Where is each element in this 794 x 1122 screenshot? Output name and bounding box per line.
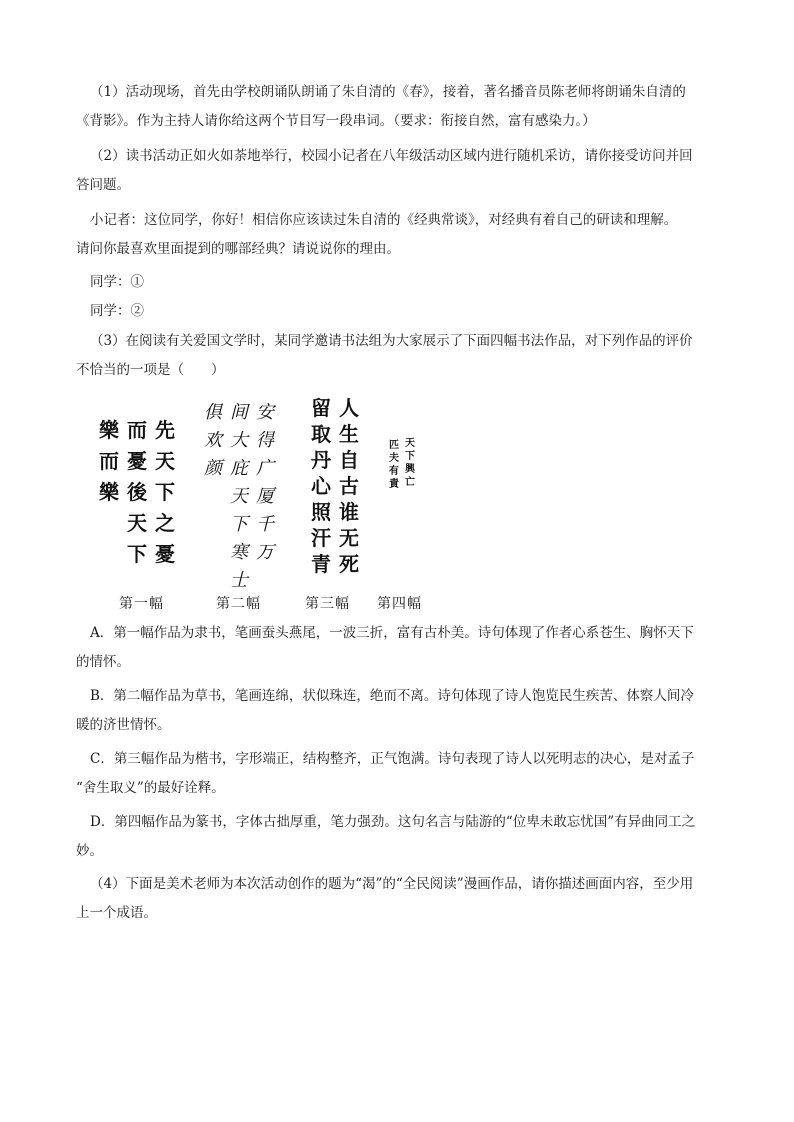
caption-work-4: 第四幅	[377, 596, 422, 612]
q3-text-line2: 不恰当的一项是（ ）	[76, 362, 225, 378]
calligraphy-work-1-column-1: 先天下之憂	[155, 418, 175, 566]
q1-text-line2: 《背影》。作为主持人请你给这两个节目写一段串词。（要求：衔接自然，富有感染力。）	[76, 113, 596, 129]
q4-text-line2: 上一个成语。	[76, 905, 157, 921]
option-d-line1: D．第四幅作品为篆书，字体古拙厚重，笔力强劲。这句名言与陆游的“位卑未敢忘忧国”有异曲同工之	[90, 814, 696, 830]
calligraphy-work-3	[307, 395, 367, 590]
option-c-line2: “舍生取义”的最好诠释。	[76, 780, 225, 796]
student-answer-1: 同学：①	[90, 274, 144, 290]
calligraphy-work-3-column-2: 留取丹心照汗青	[311, 396, 331, 576]
option-a-line1: A．第一幅作品为隶书，笔画蚕头燕尾，一波三折，富有古朴美。诗句体现了作者心系苍生、胸怀天下	[90, 625, 694, 641]
q3-text-line1: （3）在阅读有关爱国文学时，某同学邀请书法组为大家展示了下面四幅书法作品，对下列作品的评价	[90, 333, 693, 349]
calligraphy-work-4	[385, 437, 425, 497]
option-c-line1: C．第三幅作品为楷书，字形端正，结构整齐，正气饱满。诗句表现了诗人以死明志的决心，是对孟子	[90, 751, 695, 767]
caption-work-1: 第一幅	[119, 596, 164, 612]
option-d-line2: 妙。	[76, 843, 103, 859]
q4-text-line1: （4）下面是美术老师为本次活动创作的题为“渴”的“全民阅读”漫画作品，请你描述画面内容，至少用	[90, 876, 694, 892]
caption-work-2: 第二幅	[216, 596, 261, 612]
option-b-line1: B．第二幅作品为草书，笔画连绵，状似珠连，绝而不离。诗句体现了诗人饱览民生疾苦、体察人间冷	[90, 688, 694, 704]
q1-text-line1: （1）活动现场，首先由学校朗诵队朗诵了朱自清的《春》，接着，著名播音员陈老师将朗诵朱自清的	[90, 84, 686, 100]
calligraphy-work-3-column-1: 人生自古谁无死	[339, 396, 359, 576]
calligraphy-figure	[95, 395, 475, 590]
reporter-question-line2: 请问你最喜欢里面提到的哪部经典？请说说你的理由。	[76, 241, 400, 257]
calligraphy-work-2-column-3: 俱欢颜	[204, 402, 222, 479]
calligraphy-work-1-column-2: 而憂後天下	[127, 418, 147, 566]
calligraphy-work-2-column-2: 间大庇天下寒士	[230, 402, 248, 591]
option-b-line2: 暖的济世情怀。	[76, 717, 171, 733]
calligraphy-work-2-column-1: 安得广厦千万	[256, 402, 274, 563]
reporter-question-line1: 小记者：这位同学，你好！相信你应该读过朱自清的《经典常谈》，对经典有着自己的研读和理解。	[90, 212, 678, 228]
q2-text-line1: （2）读书活动正如火如荼地举行，校园小记者在八年级活动区域内进行随机采访，请你接受访问并回	[90, 148, 693, 164]
caption-work-3: 第三幅	[305, 596, 350, 612]
student-answer-2: 同学：②	[90, 303, 144, 319]
q2-text-line2: 答问题。	[76, 177, 130, 193]
calligraphy-work-1-column-3: 樂而樂	[99, 418, 119, 504]
calligraphy-work-2	[201, 399, 281, 591]
calligraphy-work-4-column-2: 匹夫有責	[389, 440, 399, 490]
option-a-line2: 的情怀。	[76, 654, 130, 670]
calligraphy-work-1	[95, 415, 185, 580]
calligraphy-work-4-column-1: 天下興亡	[405, 438, 415, 488]
